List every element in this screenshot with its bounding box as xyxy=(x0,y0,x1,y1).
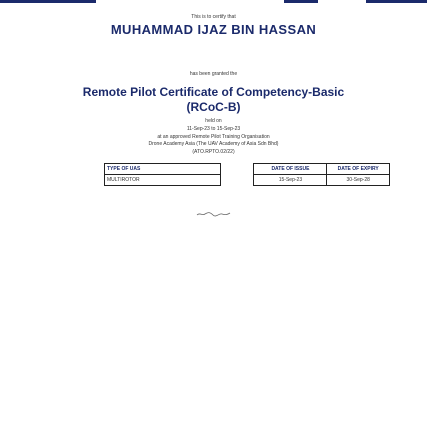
certificate-title: Remote Pilot Certificate of Competency-Basic xyxy=(82,85,345,99)
held-on-label: held on xyxy=(205,118,222,124)
training-date-range: 11-Sep-23 to 15-Sep-23 xyxy=(186,126,241,132)
cell-uas-type: MULTIROTOR xyxy=(105,175,221,186)
certificate-details-table xyxy=(104,163,390,186)
header-type-of-uas: TYPE OF UAS xyxy=(105,164,221,175)
table-row xyxy=(105,175,390,186)
cell-expiry-date: 30-Sep-28 xyxy=(327,175,390,186)
organisation-line-2: Drone Academy Asia (The UAV Academy of Asia Sdn Bhd) xyxy=(148,141,279,147)
cell-issue-date: 15-Sep-23 xyxy=(254,175,327,186)
certify-intro: This is to certify that xyxy=(191,14,236,20)
recipient-name: MUHAMMAD IJAZ BIN HASSAN xyxy=(110,22,317,37)
organisation-line-1: at an approved Remote Pilot Training Organisation xyxy=(157,134,270,140)
header-date-of-expiry: DATE OF EXPIRY xyxy=(327,164,390,175)
granted-text: has been granted the xyxy=(189,71,238,77)
header-date-of-issue: DATE OF ISSUE xyxy=(254,164,327,175)
reference-number: (ATO.RPTO.02/22) xyxy=(192,149,235,155)
certificate-subtitle: (RCoC-B) xyxy=(186,100,241,114)
signature-mark xyxy=(196,211,231,217)
top-border xyxy=(0,0,427,3)
table-header-row xyxy=(105,164,390,175)
